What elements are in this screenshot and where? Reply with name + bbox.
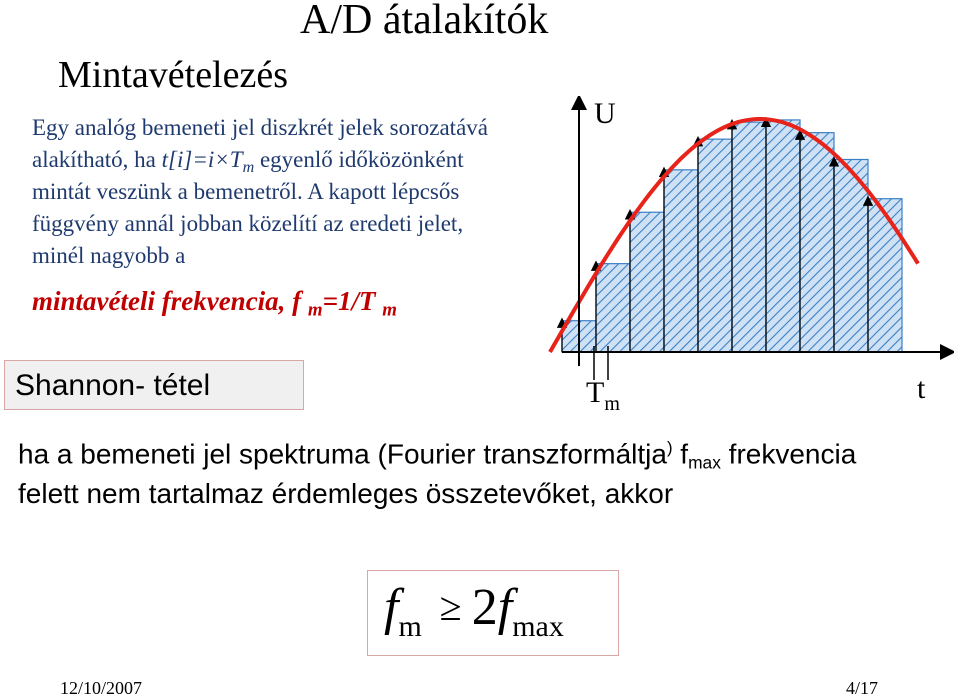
definition-subscript: m: [382, 299, 397, 321]
sample-bar: [834, 159, 868, 352]
paragraph-line-5: minél nagyobb a: [32, 243, 186, 268]
sample-bar: [800, 133, 834, 352]
definition-text: =1/T: [322, 286, 383, 316]
sampling-frequency-definition: [32, 286, 397, 321]
sample-bar: [868, 199, 902, 352]
sampling-diagram: [548, 96, 954, 426]
paragraph-line-2: [32, 147, 464, 176]
period-label-main: T: [586, 376, 605, 409]
formula-symbol: f: [497, 579, 513, 636]
paragraph-text: alakítható, ha: [32, 147, 162, 172]
paragraph-line-1: Egy analóg bemeneti jel diszkrét jelek sorozatává: [32, 115, 488, 140]
footer-page-number: 4/17: [846, 678, 879, 698]
sample-bar: [664, 170, 698, 352]
paragraph-line-4: függvény annál jobban közelítí az eredeti jelet,: [32, 211, 464, 236]
slide-title: A/D átalakítók: [300, 0, 549, 43]
condition-subscript: max: [688, 452, 721, 473]
formula-operator: ≥: [439, 584, 462, 629]
condition-line-1: [18, 438, 857, 473]
sampling-period-label: [586, 376, 620, 415]
condition-text: frekvencia: [720, 438, 857, 470]
y-axis-label: U: [594, 97, 616, 130]
sampling-expression: t[i]=i×T: [161, 147, 243, 172]
condition-paren: ): [666, 438, 673, 457]
footer-date: 12/10/2007: [60, 678, 143, 698]
shannon-theorem-label: Shannon- tétel: [4, 360, 304, 410]
definition-subscript: m: [307, 299, 323, 321]
slide-subtitle: Mintavételezés: [58, 54, 289, 96]
sampling-expression-subscript: m: [242, 158, 255, 176]
condition-text: f: [672, 438, 689, 470]
condition-text: ha a bemeneti jel spektruma (Fourier transzformáltja: [18, 438, 667, 470]
sample-bar: [596, 264, 630, 352]
nyquist-formula: [384, 578, 564, 643]
paragraph-line-3: mintát veszünk a bemenetről. A kapott lépcsős: [32, 179, 460, 204]
formula-subscript: m: [398, 610, 422, 643]
paragraph-text: egyenlő időközönként: [254, 147, 464, 172]
formula-coefficient: 2: [471, 579, 498, 636]
sample-bar: [732, 122, 766, 352]
x-axis-label: t: [917, 372, 926, 405]
definition-text: mintavételi frekvencia, f: [32, 286, 308, 316]
formula-subscript: max: [512, 610, 564, 643]
sample-bar: [698, 139, 732, 352]
sample-bar: [630, 212, 664, 352]
formula-symbol: f: [384, 579, 399, 636]
condition-line-2: felett nem tartalmaz érdemleges összetevőket, akkor: [18, 478, 674, 509]
sample-bar: [766, 120, 800, 352]
period-label-subscript: m: [604, 393, 620, 415]
